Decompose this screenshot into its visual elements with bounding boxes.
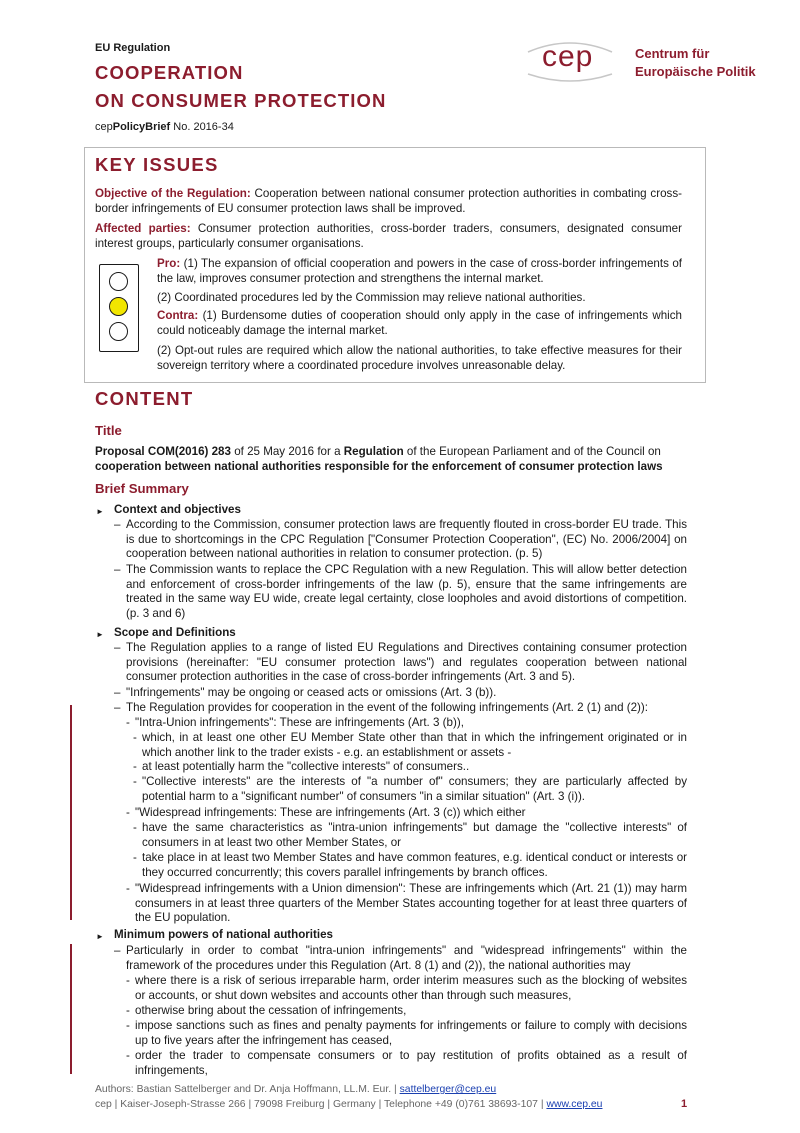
document-title-line2: ON CONSUMER PROTECTION — [95, 90, 387, 111]
website-link[interactable]: www.cep.eu — [546, 1099, 603, 1110]
change-marker-bar — [70, 705, 72, 920]
dash-icon: – — [114, 701, 121, 714]
context-item-2: The Commission wants to replace the CPC Regulation with a new Regulation. This will allow better detection and enforcement of cross-border infringements of the law (p. 5), ensure that the same infringements are treated in the same way EU wide, create legal certainty, close loopholes and avoid distortions of competition. (p. 3 and 6) — [126, 563, 687, 620]
brief-prefix: cep — [95, 121, 113, 133]
cep-logo-mark: cep — [542, 40, 594, 73]
affected-text: Consumer protection authorities, cross-border traders, consumers, designated consumer interest groups, particularly consumer organisations. — [95, 222, 682, 250]
intra-union-definition: "Intra-Union infringements": These are infringements (Art. 3 (b)), — [135, 716, 464, 729]
sub-dash-icon: - — [133, 775, 137, 788]
brief-bold: PolicyBrief — [112, 121, 171, 133]
bullet-triangle-icon: ► — [96, 932, 104, 941]
pro-paragraph-1 — [157, 257, 682, 286]
affected-label: Affected parties: — [95, 222, 191, 235]
objective-label: Objective of the Regulation: — [95, 187, 251, 200]
objective-paragraph — [95, 187, 682, 216]
pro-paragraph-2: (2) Coordinated procedures led by the Commission may relieve national authorities. — [157, 291, 586, 304]
traffic-light-bottom-icon — [109, 322, 128, 341]
widespread-item-1: have the same characteristics as "intra-union infringements" but damage the "collective interests" of consumers in at least two other Member States, or — [142, 821, 687, 849]
sub-dash-icon: - — [126, 1019, 130, 1032]
dash-icon: – — [114, 686, 121, 699]
dash-icon: – — [114, 641, 121, 654]
content-heading: CONTENT — [95, 388, 194, 409]
sub-dash-icon: - — [126, 716, 130, 729]
bullet-triangle-icon: ► — [96, 630, 104, 639]
union-dimension-definition: "Widespread infringements with a Union dimension": These are infringements which (Art. 21 (1)) may harm consumers in at least three quarters of the Member States accounting together for at least three quarters of the EU population. — [135, 882, 687, 925]
title-subheading: Title — [95, 423, 122, 438]
scope-item-2: "Infringements" may be ongoing or ceased acts or omissions (Art. 3 (b)). — [126, 686, 497, 699]
traffic-light-middle-icon — [109, 297, 128, 316]
sub-dash-icon: - — [126, 974, 130, 987]
key-issues-heading: KEY ISSUES — [95, 154, 219, 175]
document-category: EU Regulation — [95, 42, 171, 54]
scope-item-3: The Regulation provides for cooperation in the event of the following infringements (Art. 2 (1) and (2)): — [126, 701, 648, 714]
page-number: 1 — [681, 1098, 688, 1110]
objective-text: Cooperation between national consumer protection authorities in combating cross-border infringements of EU consumer protection laws shall be improved. — [95, 187, 682, 215]
footer-authors — [95, 1083, 496, 1098]
sub-dash-icon: - — [126, 882, 130, 895]
dash-icon: – — [114, 944, 121, 957]
brief-summary-heading: Brief Summary — [95, 481, 189, 496]
pro-text-1: (1) The expansion of official cooperation and powers in the case of cross-border infringements of the law, improves consumer protection and strengthens the internal market. — [157, 257, 682, 285]
powers-sub-item-3: impose sanctions such as fines and penalty payments for infringements or failure to comply with decisions up to five years after the infringement has ceased, — [135, 1019, 687, 1047]
title-text-2: of the European Parliament and of the Council on — [403, 445, 661, 458]
sub-dash-icon: - — [126, 1004, 130, 1017]
affected-parties-paragraph — [95, 222, 682, 251]
scope-item-1: The Regulation applies to a range of listed EU Regulations and Directives containing consumer protection provisions (hereinafter: "EU consumer protection laws") and regulates cooperation between national consumer protection authorities in the case of cross-border infringements (Art. 3 and 5). — [126, 641, 687, 684]
logo-text-line2: Europäische Politik — [635, 64, 756, 79]
bullet-triangle-icon: ► — [96, 507, 104, 516]
intra-union-item-3: "Collective interests" are the interests of "a number of" consumers; they are particularly affected by potential harm to a "significant number" of consumers "in a similar situation" (Art. 3 (i)). — [142, 775, 687, 803]
policy-brief-number — [95, 120, 234, 135]
sub-dash-icon: - — [126, 1049, 130, 1062]
contra-label: Contra: — [157, 309, 199, 322]
title-regulation: Regulation — [343, 445, 404, 458]
contra-paragraph-1 — [157, 309, 682, 338]
intra-union-item-1: which, in at least one other EU Member State other than that in which the infringement originated or in which another link to the trader exists - e.g. an establishment or assets - — [142, 731, 687, 759]
intra-union-item-2: at least potentially harm the "collective interests" of consumers.. — [142, 760, 470, 773]
dash-icon: – — [114, 563, 121, 576]
traffic-light — [99, 264, 139, 352]
sub-dash-icon: - — [133, 731, 137, 744]
dash-icon: – — [114, 518, 121, 531]
cep-logo — [520, 36, 620, 86]
proposal-ref: Proposal COM(2016) 283 — [95, 445, 231, 458]
footer-authors-text: Authors: Bastian Sattelberger and Dr. Anja Hoffmann, LL.M. Eur. | — [95, 1084, 400, 1095]
widespread-definition: "Widespread infringements: These are infringements (Art. 3 (c)) which either — [135, 806, 526, 819]
context-item-1: According to the Commission, consumer protection laws are frequently flouted in cross-border EU trade. This is due to shortcomings in the CPC Regulation ["Consumer Protection Cooperation", (EC) No. 2006/2004] on cooperation between national authorities in relation to consumer protection. (p. 5) — [126, 518, 687, 561]
brief-number: No. 2016-34 — [170, 121, 234, 133]
section-powers-heading: Minimum powers of national authorities — [114, 928, 334, 941]
logo-text-line1: Centrum für — [635, 46, 710, 61]
section-scope-heading: Scope and Definitions — [114, 626, 236, 639]
footer-address-text: cep | Kaiser-Joseph-Strasse 266 | 79098 Freiburg | Germany | Telephone +49 (0)761 38693-107 | — [95, 1099, 547, 1110]
change-marker-bar — [70, 944, 72, 1074]
sub-dash-icon: - — [133, 821, 137, 834]
powers-item-1: Particularly in order to combat "intra-union infringements" and "widespread infringements" within the framework of the procedures under this Regulation (Art. 8 (1) and (2)), the national authorities may — [126, 944, 687, 972]
powers-sub-item-1: where there is a risk of serious irreparable harm, order interim measures such as the blocking of websites or accounts, or shut down websites and accounts other than through such measures, — [135, 974, 687, 1002]
sub-dash-icon: - — [126, 806, 130, 819]
title-line-2: cooperation between national authorities responsible for the enforcement of consumer protection laws — [95, 460, 663, 473]
document-title-line1: COOPERATION — [95, 62, 244, 83]
contra-text-1: (1) Burdensome duties of cooperation should only apply in the case of infringements which could noticeably damage the internal market. — [157, 309, 682, 337]
title-line-1 — [95, 445, 687, 460]
section-context-heading: Context and objectives — [114, 503, 241, 516]
title-text-1: of 25 May 2016 for a — [230, 445, 344, 458]
contra-paragraph-2: (2) Opt-out rules are required which allow the national authorities, to take effective measures for their sovereign territory where a coordinated procedure involves unreasonable delay. — [157, 344, 682, 372]
author-email-link[interactable]: sattelberger@cep.eu — [399, 1084, 497, 1095]
powers-sub-item-2: otherwise bring about the cessation of infringements, — [135, 1004, 407, 1017]
sub-dash-icon: - — [133, 851, 137, 864]
widespread-item-2: take place in at least two Member States and have common features, e.g. identical conduct or interests or they occurred concurrently; this covers parallel infringements by branch offices. — [142, 851, 687, 879]
sub-dash-icon: - — [133, 760, 137, 773]
traffic-light-top-icon — [109, 272, 128, 291]
pro-label: Pro: — [157, 257, 181, 270]
footer-address — [95, 1098, 602, 1113]
powers-sub-item-4: order the trader to compensate consumers or to pay restitution of profits obtained as a result of infringements, — [135, 1049, 687, 1077]
